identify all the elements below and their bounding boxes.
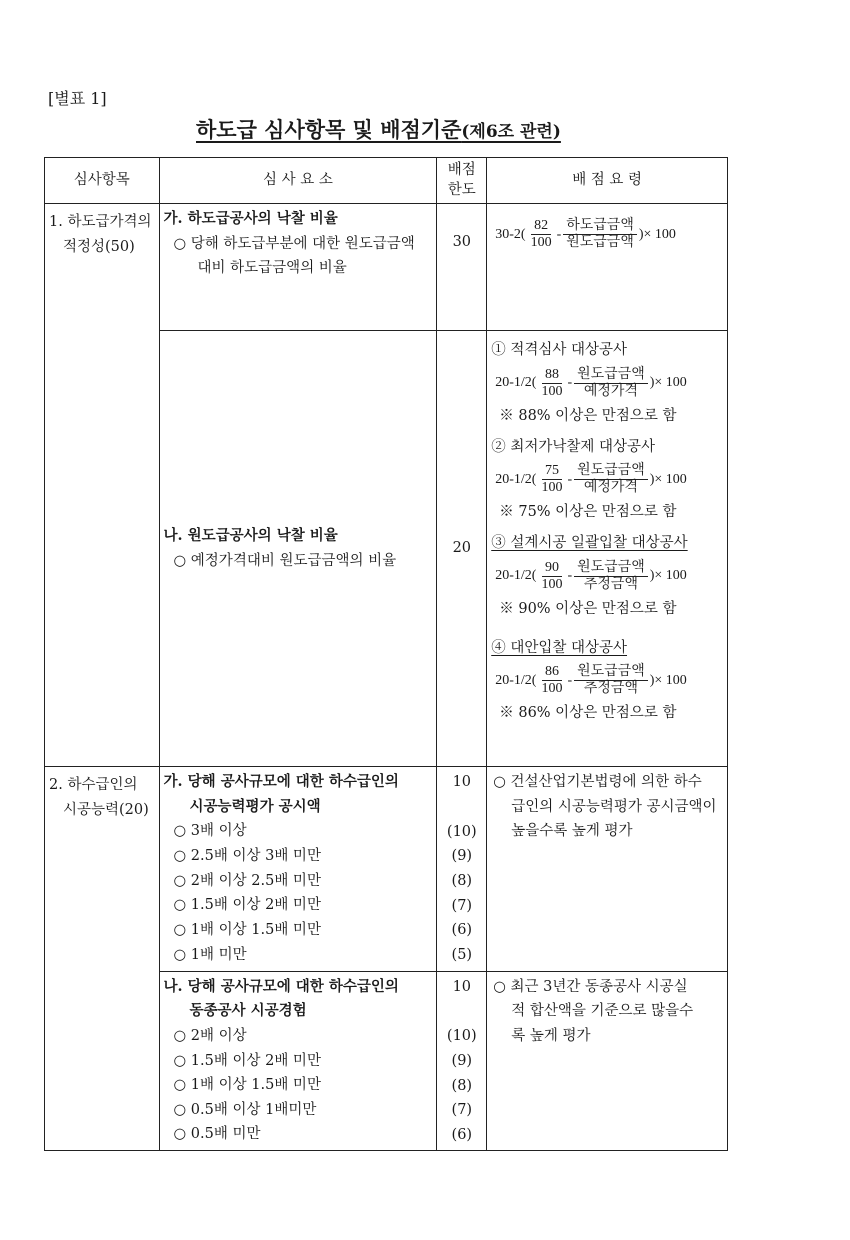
annex-label: [별표 1] [48, 89, 107, 108]
method-cell [487, 767, 728, 971]
category-line1: 2. 하수급인의 [49, 777, 138, 794]
score-limit [437, 331, 487, 767]
tier-points [441, 820, 482, 968]
formula [495, 367, 723, 400]
bullet-line1: ○ 당해 하도급부분에 대한 원도급금액 [173, 235, 415, 252]
formula-prefix: 30-2( [495, 226, 526, 242]
score-value: 10 [452, 978, 472, 995]
element-cell [159, 331, 437, 767]
tier-item: ○ 2.5배 이상 3배 미만 [173, 848, 321, 865]
category-line1: 1. 하도급가격의 [49, 214, 152, 231]
tier-point: (7) [451, 897, 473, 914]
method-label: ③ 설계시공 일괄입찰 대상공사 [491, 535, 688, 552]
denominator: 예정가격 [583, 480, 638, 496]
formula-prefix: 20-1/2( [495, 471, 537, 487]
category-line2: 시공능력(20) [63, 801, 149, 818]
denominator: 100 [541, 681, 563, 697]
element-title: 나. 원도급공사의 낙찰 비율 [163, 526, 338, 544]
denominator: 100 [541, 576, 563, 592]
element-cell [159, 767, 437, 971]
tier-item: ○ 2배 이상 [173, 1027, 247, 1044]
tier-item: ○ 2배 이상 2.5배 미만 [173, 872, 321, 889]
method-cell [487, 331, 728, 767]
method-line1: ○ 건설산업기본법령에 의한 하수 [493, 774, 702, 791]
table-row [45, 204, 728, 331]
formula [495, 664, 723, 697]
formula-prefix: 20-1/2( [495, 375, 537, 391]
formula [495, 463, 723, 496]
fraction [574, 367, 648, 400]
title-line1: 나. 당해 공사규모에 대한 하수급인의 [163, 977, 399, 995]
full-score-note: ※ 75% 이상은 만점으로 함 [499, 504, 677, 521]
tier-point: (7) [451, 1102, 473, 1119]
denominator: 100 [541, 383, 563, 399]
tier-item: ○ 1배 미만 [173, 946, 247, 963]
method-line1: ○ 최근 3년간 동종공사 시공실 [493, 978, 688, 995]
formula [495, 560, 723, 593]
element-bullet [164, 232, 433, 281]
element-bullet: ○ 예정가격대비 원도급금액의 비율 [173, 552, 397, 569]
tier-item: ○ 1배 이상 1.5배 미만 [173, 1077, 321, 1094]
method-label: ① 적격심사 대상공사 [491, 342, 628, 359]
formula-prefix: 20-1/2( [495, 672, 537, 688]
document-title [196, 114, 666, 144]
formula-suffix: )× 100 [649, 568, 687, 584]
full-score-note: ※ 90% 이상은 만점으로 함 [499, 600, 677, 617]
method-cell [487, 971, 728, 1151]
score-value: 20 [452, 540, 472, 557]
title-main: 하도급 심사항목 및 배점기준 [196, 117, 462, 142]
bullet-line2: 대비 하도급금액의 비율 [197, 260, 347, 277]
table-row [45, 767, 728, 971]
score-limit [437, 204, 487, 331]
tier-item: ○ 0.5배 미만 [173, 1126, 261, 1143]
method-line2: 급인의 시공능력평가 공시금액이 [511, 798, 717, 815]
header-limit-line2: 한도 [447, 181, 476, 198]
tier-item: ○ 1배 이상 1.5배 미만 [173, 921, 321, 938]
fraction [574, 664, 648, 697]
tier-point: (6) [451, 1126, 473, 1143]
formula-prefix: 20-1/2( [495, 568, 537, 584]
fraction [538, 664, 565, 697]
minus-sign: - [567, 471, 573, 487]
score-value: 10 [452, 774, 472, 791]
score-limit [437, 767, 487, 971]
numerator: 88 [542, 367, 562, 384]
denominator: 추정금액 [583, 681, 638, 697]
table-header-row [45, 158, 728, 204]
category-price-adequacy [45, 204, 160, 767]
tier-point: (8) [451, 873, 473, 890]
full-score-note: ※ 86% 이상은 만점으로 함 [499, 705, 677, 722]
tier-item: ○ 1.5배 이상 2배 미만 [173, 1052, 321, 1069]
numerator: 원도급금액 [574, 367, 648, 384]
fraction [538, 367, 565, 400]
tier-point: (6) [451, 922, 473, 939]
scoring-table [44, 157, 728, 1151]
title-line2: 동종공사 시공경험 [189, 1002, 307, 1020]
denominator: 100 [530, 235, 552, 251]
formula-suffix: )× 100 [638, 226, 676, 242]
formula-suffix: )× 100 [649, 375, 687, 391]
tier-point: (10) [446, 1028, 477, 1045]
method-label: ② 최저가낙찰제 대상공사 [491, 438, 656, 455]
tier-item: ○ 1.5배 이상 2배 미만 [173, 897, 321, 914]
numerator: 하도급금액 [563, 218, 637, 235]
tier-point: (9) [451, 848, 473, 865]
element-cell [159, 971, 437, 1151]
denominator: 100 [541, 480, 563, 496]
title-line2: 시공능력평가 공시액 [189, 797, 321, 815]
element-title [164, 770, 433, 819]
minus-sign: - [567, 375, 573, 391]
header-limit-line1: 배점 [447, 162, 476, 178]
minus-sign: - [567, 672, 573, 688]
tier-point: (8) [451, 1077, 473, 1094]
numerator: 원도급금액 [574, 664, 648, 681]
method-cell [487, 204, 728, 331]
header-item: 심사항목 [45, 158, 160, 204]
fraction [574, 463, 648, 496]
fraction [563, 218, 637, 251]
score-limit [437, 971, 487, 1151]
tier-point: (5) [451, 946, 473, 963]
numerator: 원도급금액 [574, 463, 648, 480]
element-title: 가. 하도급공사의 낙찰 비율 [163, 210, 338, 228]
method-label: ④ 대안입찰 대상공사 [491, 639, 628, 656]
tier-point: (10) [446, 823, 477, 840]
tier-list [164, 819, 433, 967]
numerator: 원도급금액 [574, 560, 648, 577]
formula-suffix: )× 100 [649, 672, 687, 688]
denominator: 예정가격 [583, 383, 638, 399]
title-sub: (제6조 관련) [461, 122, 561, 142]
tier-item: ○ 0.5배 이상 1배미만 [173, 1101, 317, 1118]
minus-sign: - [556, 226, 562, 242]
score-value: 30 [452, 234, 472, 251]
denominator: 추정금액 [583, 576, 638, 592]
method-line2: 적 합산액을 기준으로 많을수 [511, 1003, 694, 1020]
element-cell [159, 204, 437, 331]
tier-points [441, 1024, 482, 1147]
header-elements: 심 사 요 소 [159, 158, 437, 204]
category-construction-capability [45, 767, 160, 1151]
numerator: 75 [542, 463, 562, 480]
numerator: 82 [531, 218, 551, 235]
numerator: 90 [542, 560, 562, 577]
minus-sign: - [567, 568, 573, 584]
fraction [538, 560, 565, 593]
fraction [574, 560, 648, 593]
tier-item: ○ 3배 이상 [173, 823, 247, 840]
element-title [164, 975, 433, 1024]
fraction [528, 218, 555, 251]
header-method: 배 점 요 령 [487, 158, 728, 204]
numerator: 86 [542, 664, 562, 681]
category-line2: 적정성(50) [63, 238, 135, 255]
formula [495, 218, 723, 251]
formula-suffix: )× 100 [649, 471, 687, 487]
header-limit [437, 158, 487, 204]
method-line3: 록 높게 평가 [511, 1027, 591, 1044]
method-line3: 높을수록 높게 평가 [511, 823, 633, 840]
tier-point: (9) [451, 1052, 473, 1069]
fraction [538, 463, 565, 496]
full-score-note: ※ 88% 이상은 만점으로 함 [499, 407, 677, 424]
tier-list [164, 1024, 433, 1147]
denominator: 원도급금액 [566, 235, 634, 251]
title-line1: 가. 당해 공사규모에 대한 하수급인의 [163, 773, 399, 791]
